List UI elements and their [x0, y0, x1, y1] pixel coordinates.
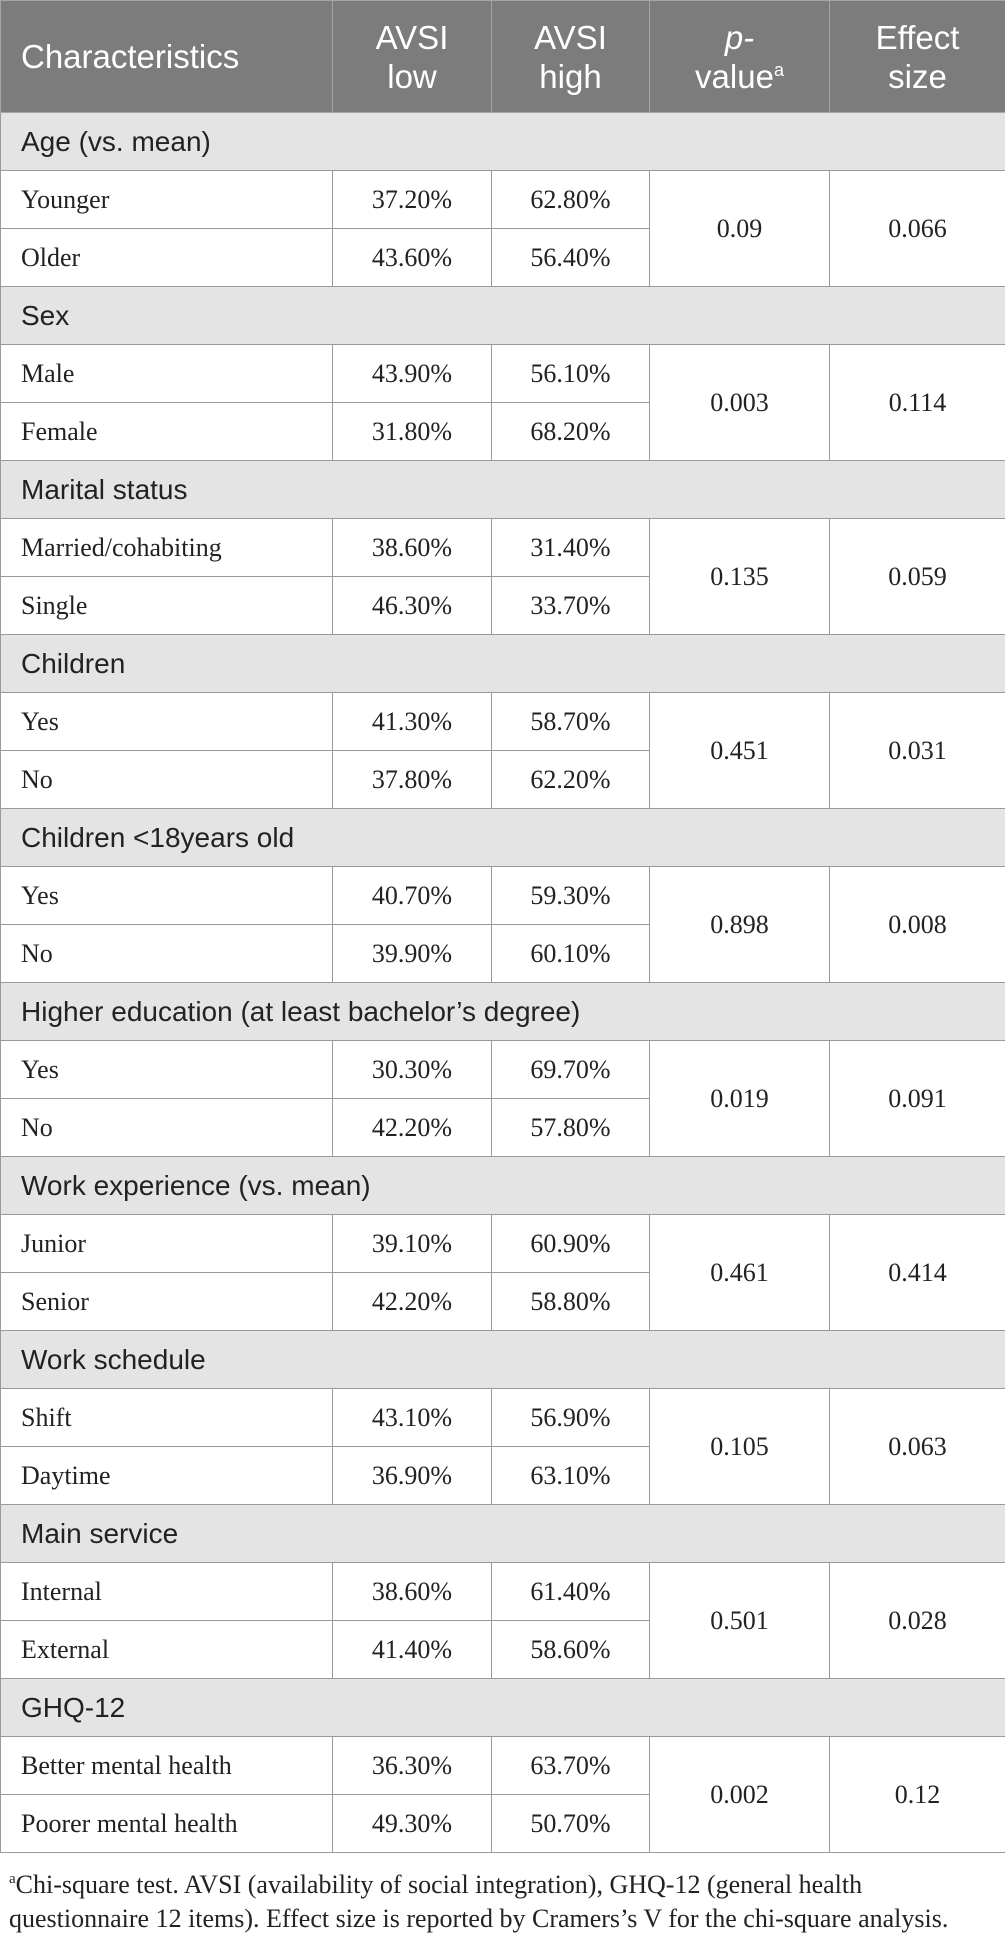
group-header-row — [1, 1679, 1005, 1737]
row-label: Male — [1, 345, 333, 403]
avsi-high-value: 58.70% — [492, 693, 650, 751]
table-row — [1, 867, 1005, 925]
group-title: Work experience (vs. mean) — [1, 1157, 1005, 1215]
avsi-high-value: 68.20% — [492, 403, 650, 461]
avsi-high-value: 31.40% — [492, 519, 650, 577]
avsi-high-value: 56.40% — [492, 229, 650, 287]
avsi-high-value: 61.40% — [492, 1563, 650, 1621]
group-title: Work schedule — [1, 1331, 1005, 1389]
effect-size-value: 0.091 — [830, 1041, 1005, 1157]
avsi-high-value: 69.70% — [492, 1041, 650, 1099]
table-row — [1, 519, 1005, 577]
effect-size-value: 0.066 — [830, 171, 1005, 287]
effect-size-value: 0.031 — [830, 693, 1005, 809]
row-label: External — [1, 1621, 333, 1679]
group-header-row — [1, 113, 1005, 171]
header-effect-line1: Effect — [875, 18, 960, 56]
header-avsi-low-line1: AVSI — [375, 18, 449, 56]
avsi-low-value: 30.30% — [333, 1041, 492, 1099]
avsi-low-value: 38.60% — [333, 1563, 492, 1621]
row-label: Yes — [1, 693, 333, 751]
p-value: 0.461 — [650, 1215, 830, 1331]
effect-size-value: 0.008 — [830, 867, 1005, 983]
footnote-marker: a — [9, 1871, 16, 1887]
row-label: Older — [1, 229, 333, 287]
row-label: Yes — [1, 1041, 333, 1099]
header-p-value — [650, 1, 830, 113]
effect-size-value: 0.059 — [830, 519, 1005, 635]
header-p-value-line2: value — [695, 57, 774, 95]
avsi-low-value: 42.20% — [333, 1273, 492, 1331]
row-label: Married/cohabiting — [1, 519, 333, 577]
group-title: Main service — [1, 1505, 1005, 1563]
group-header-row — [1, 461, 1005, 519]
table-body — [1, 113, 1005, 1853]
effect-size-value: 0.414 — [830, 1215, 1005, 1331]
effect-size-value: 0.12 — [830, 1737, 1005, 1853]
row-label: Senior — [1, 1273, 333, 1331]
header-avsi-low — [333, 1, 492, 113]
footnote-text: Chi-square test. AVSI (availability of social integration), GHQ-12 (general health questionnaire 12 items). Effect size is reported by Cramers’s V for the chi-square analysis. — [9, 1870, 949, 1933]
p-value: 0.501 — [650, 1563, 830, 1679]
p-value: 0.002 — [650, 1737, 830, 1853]
row-label: No — [1, 751, 333, 809]
p-value: 0.898 — [650, 867, 830, 983]
group-title: GHQ-12 — [1, 1679, 1005, 1737]
group-title: Sex — [1, 287, 1005, 345]
p-value: 0.09 — [650, 171, 830, 287]
row-label: Female — [1, 403, 333, 461]
group-header-row — [1, 1331, 1005, 1389]
avsi-high-value: 57.80% — [492, 1099, 650, 1157]
avsi-low-value: 43.60% — [333, 229, 492, 287]
avsi-low-value: 36.90% — [333, 1447, 492, 1505]
avsi-high-value: 56.10% — [492, 345, 650, 403]
row-label: Junior — [1, 1215, 333, 1273]
group-header-row — [1, 287, 1005, 345]
table-row — [1, 1563, 1005, 1621]
avsi-low-value: 43.10% — [333, 1389, 492, 1447]
p-value: 0.003 — [650, 345, 830, 461]
table-row — [1, 1215, 1005, 1273]
p-value: 0.135 — [650, 519, 830, 635]
avsi-low-value: 43.90% — [333, 345, 492, 403]
group-title: Higher education (at least bachelor’s degree) — [1, 983, 1005, 1041]
header-p-value-sup: a — [773, 59, 784, 80]
avsi-high-value: 59.30% — [492, 867, 650, 925]
avsi-low-value: 41.40% — [333, 1621, 492, 1679]
header-avsi-high-line2: high — [539, 57, 602, 95]
group-title: Age (vs. mean) — [1, 113, 1005, 171]
effect-size-value: 0.028 — [830, 1563, 1005, 1679]
avsi-low-value: 46.30% — [333, 577, 492, 635]
avsi-low-value: 40.70% — [333, 867, 492, 925]
row-label: No — [1, 925, 333, 983]
row-label: Single — [1, 577, 333, 635]
row-label: Better mental health — [1, 1737, 333, 1795]
effect-size-value: 0.114 — [830, 345, 1005, 461]
table-row — [1, 1041, 1005, 1099]
avsi-low-value: 37.80% — [333, 751, 492, 809]
avsi-low-value: 39.90% — [333, 925, 492, 983]
p-value: 0.105 — [650, 1389, 830, 1505]
avsi-high-value: 63.10% — [492, 1447, 650, 1505]
p-value: 0.019 — [650, 1041, 830, 1157]
table-row — [1, 1389, 1005, 1447]
table-row — [1, 171, 1005, 229]
header-effect-line2: size — [888, 57, 947, 95]
avsi-low-value: 37.20% — [333, 171, 492, 229]
avsi-high-value: 62.80% — [492, 171, 650, 229]
table-row — [1, 693, 1005, 751]
header-characteristics: Characteristics — [1, 1, 333, 113]
avsi-high-value: 62.20% — [492, 751, 650, 809]
row-label: No — [1, 1099, 333, 1157]
group-title: Children <18years old — [1, 809, 1005, 867]
row-label: Daytime — [1, 1447, 333, 1505]
avsi-high-value: 58.60% — [492, 1621, 650, 1679]
group-title: Children — [1, 635, 1005, 693]
avsi-low-value: 31.80% — [333, 403, 492, 461]
row-label: Yes — [1, 867, 333, 925]
avsi-high-value: 50.70% — [492, 1795, 650, 1853]
avsi-low-value: 39.10% — [333, 1215, 492, 1273]
row-label: Poorer mental health — [1, 1795, 333, 1853]
avsi-high-value: 63.70% — [492, 1737, 650, 1795]
group-header-row — [1, 635, 1005, 693]
avsi-high-value: 60.10% — [492, 925, 650, 983]
avsi-low-value: 49.30% — [333, 1795, 492, 1853]
p-value: 0.451 — [650, 693, 830, 809]
avsi-low-value: 38.60% — [333, 519, 492, 577]
group-header-row — [1, 983, 1005, 1041]
table-row — [1, 1737, 1005, 1795]
avsi-low-value: 42.20% — [333, 1099, 492, 1157]
table-header-row — [1, 1, 1005, 113]
header-effect-size — [830, 1, 1005, 113]
group-header-row — [1, 1505, 1005, 1563]
avsi-high-value: 56.90% — [492, 1389, 650, 1447]
group-header-row — [1, 1157, 1005, 1215]
table-footnote — [9, 1868, 999, 1936]
avsi-high-value: 58.80% — [492, 1273, 650, 1331]
header-avsi-high — [492, 1, 650, 113]
avsi-high-value: 60.90% — [492, 1215, 650, 1273]
avsi-high-value: 33.70% — [492, 577, 650, 635]
avsi-low-value: 36.30% — [333, 1737, 492, 1795]
header-avsi-high-line1: AVSI — [534, 18, 607, 56]
table-row — [1, 345, 1005, 403]
header-avsi-low-line2: low — [387, 57, 437, 95]
header-p-value-line1: p- — [724, 18, 755, 56]
group-title: Marital status — [1, 461, 1005, 519]
group-header-row — [1, 809, 1005, 867]
row-label: Younger — [1, 171, 333, 229]
row-label: Internal — [1, 1563, 333, 1621]
effect-size-value: 0.063 — [830, 1389, 1005, 1505]
avsi-low-value: 41.30% — [333, 693, 492, 751]
row-label: Shift — [1, 1389, 333, 1447]
